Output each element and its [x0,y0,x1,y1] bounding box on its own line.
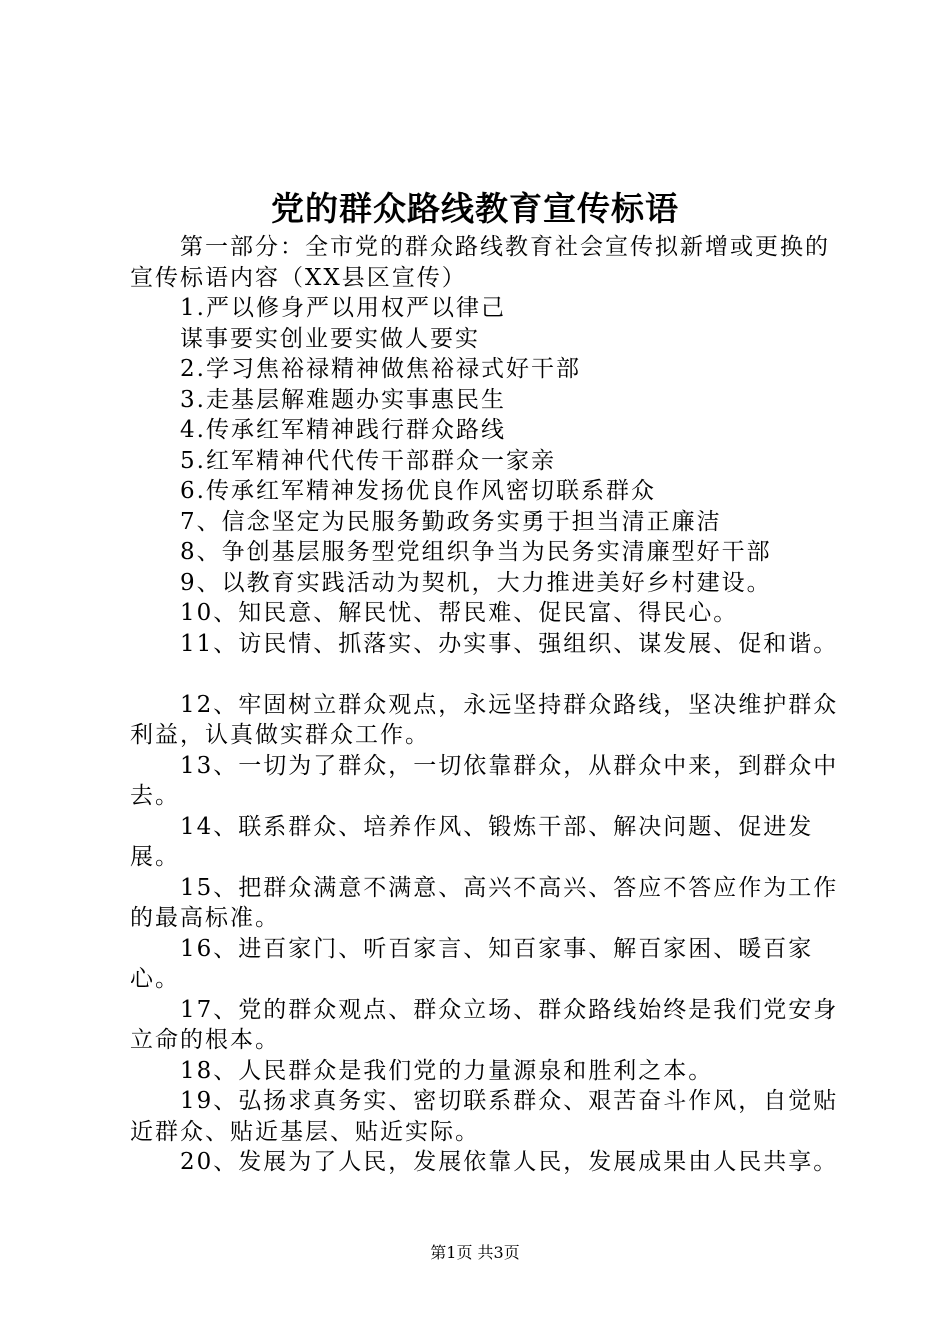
slogan-item: 3.走基层解难题办实事惠民生 [180,386,506,413]
slogan-item: 15、把群众满意不满意、高兴不高兴、答应不答应作为工作的最高标准。 [130,874,839,931]
slogan-item: 2.学习焦裕禄精神做焦裕禄式好干部 [180,356,581,382]
slogan-item: 16、进百家门、听百家言、知百家事、解百家困、暖百家心。 [130,935,814,992]
slogan-item: 5.红军精神代代传干部群众一家亲 [180,447,556,474]
slogan-item: 17、党的群众观点、群众立场、群众路线始终是我们党安身立命的根本。 [130,996,839,1053]
slogan-item: 18、人民群众是我们党的力量源泉和胜利之本。 [180,1057,714,1084]
slogan-item: 9、以教育实践活动为契机，大力推进美好乡村建设。 [180,569,772,596]
slogan-item: 1.严以修身严以用权严以律己 [180,295,506,321]
slogan-item: 4.传承红军精神践行群众路线 [180,417,506,443]
slogan-item: 12、牢固树立群众观点，永远坚持群众路线，坚决维护群众利益，认真做实群众工作。 [130,691,839,748]
page-footer: 第1页 共3页 [430,1243,520,1262]
slogan-item: 14、联系群众、培养作风、锻炼干部、解决问题、促进发展。 [130,813,814,870]
blank-line [130,659,850,690]
slogan-item: 13、一切为了群众，一切依靠群众，从群众中来，到群众中去。 [130,752,839,809]
slogan-item: 20、发展为了人民，发展依靠人民，发展成果由人民共享。 [180,1149,839,1175]
intro-paragraph: 第一部分：全市党的群众路线教育社会宣传拟新增或更换的宣传标语内容（XX县区宣传） [130,234,830,291]
slogan-item: 8、争创基层服务型党组织争当为民务实清廉型好干部 [180,539,772,565]
slogan-item: 10、知民意、解民忧、帮民难、促民富、得民心。 [180,600,739,626]
slogan-item: 19、弘扬求真务实、密切联系群众、艰苦奋斗作风，自觉贴近群众、贴近基层、贴近实际。 [130,1088,839,1145]
document-body [130,232,850,1178]
slogan-item: 谋事要实创业要实做人要实 [180,325,480,352]
slogan-item: 7、信念坚定为民服务勤政务实勇于担当清正廉洁 [180,508,722,535]
slogan-item: 11、访民情、抓落实、办实事、强组织、谋发展、促和谐。 [180,630,839,657]
document-title: 党的群众路线教育宣传标语 [271,189,679,228]
slogan-item: 6.传承红军精神发扬优良作风密切联系群众 [180,478,656,504]
